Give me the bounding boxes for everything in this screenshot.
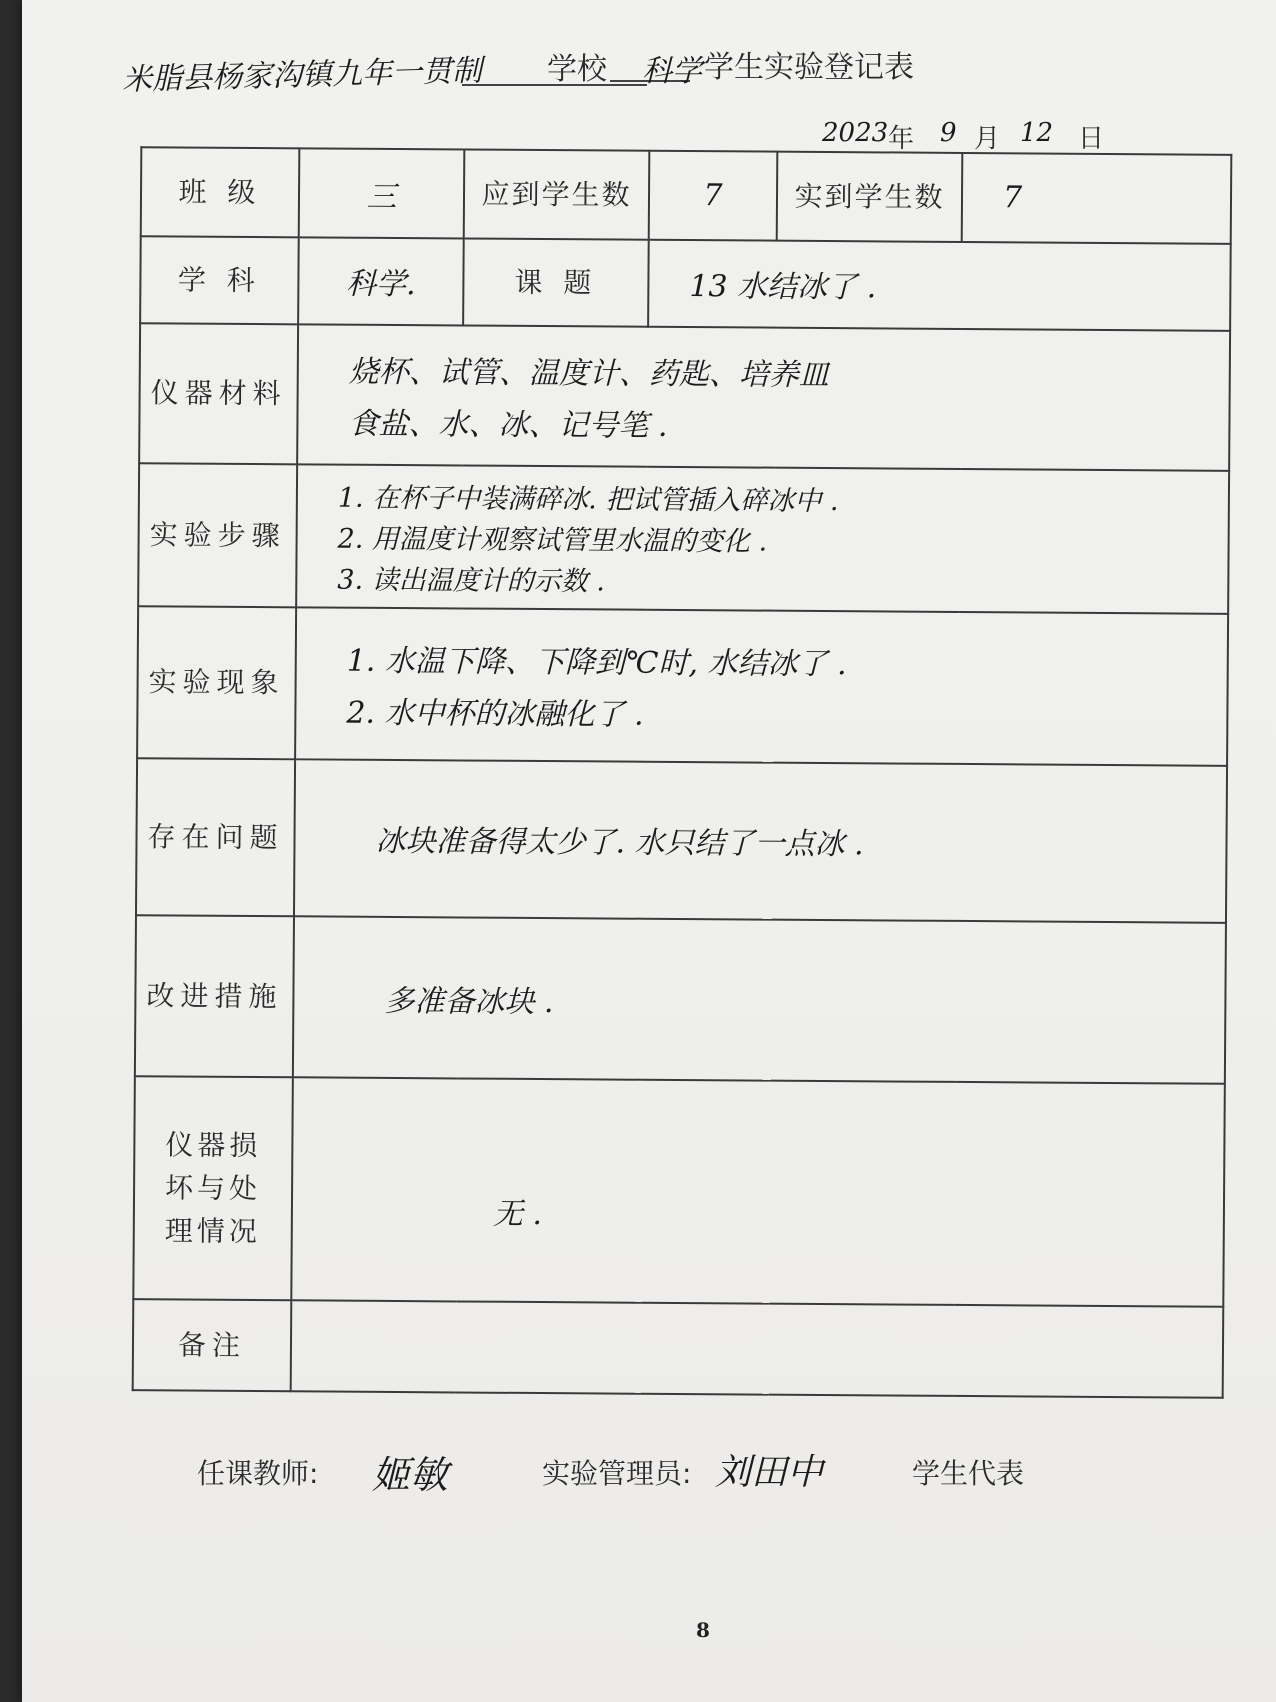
materials-value [297,324,1230,470]
signature-row [197,1440,1097,1520]
row-steps [138,463,1229,614]
actual-students-value: 7 [962,153,1232,244]
form-header [122,42,1022,102]
step-line: 2. 用温度计观察试管里水温的变化 . [337,523,768,558]
phenomena-line: 1. 水温下降、下降到℃时, 水结冰了 . [346,643,847,683]
lab-admin-signature: 刘田中 [715,1452,824,1493]
subject-handwritten: 科学 [642,54,702,89]
document-page [22,0,1276,1702]
topic-label: 课 题 [463,238,649,326]
phenomena-label: 实验现象 [137,606,296,759]
row-phenomena [137,606,1228,765]
page-number: 8 [696,1618,710,1642]
row-damage [133,1077,1225,1307]
row-problems [136,758,1227,922]
damage-label: 仪器损坏与处理情况 [133,1077,293,1301]
date-year: 2023 [822,118,889,148]
subject-value: 科学. [298,237,464,325]
materials-label: 仪器材料 [139,323,298,464]
remarks-label: 备注 [133,1299,292,1391]
problems-value: 冰块准备得太少了. 水只结了一点冰 . [294,759,1227,922]
step-line: 1. 在杯子中装满碎冰. 把试管插入碎冰中 . [337,482,839,517]
row-class [141,147,1232,244]
problems-label: 存在问题 [136,758,295,916]
expected-students-label: 应到学生数 [464,149,650,239]
damage-value: 无 . [291,1078,1225,1307]
registration-form [132,146,1231,1399]
actual-students-label: 实到学生数 [777,152,963,242]
topic-value: 13 水结冰了 . [648,240,1231,331]
row-materials [139,323,1230,470]
class-value: 三 [299,148,465,238]
form-title: 学生实验登记表 [704,50,914,85]
row-subject [140,236,1231,331]
row-remarks [133,1299,1224,1398]
date-day-label: 日 [1078,124,1105,154]
steps-value [296,464,1229,614]
form-table [132,146,1233,1399]
class-label: 班 级 [141,147,300,237]
subject-label: 学 科 [140,236,299,324]
date-year-label: 年 [888,124,915,154]
date-day: 12 [1020,118,1054,148]
phenomena-value [295,607,1228,765]
date-month: 9 [940,118,957,148]
improvements-value: 多准备冰块 . [293,916,1226,1084]
step-line: 3. 读出温度计的示数 . [337,564,605,598]
date-month-label: 月 [974,124,1001,154]
student-rep-label: 学生代表 [912,1457,1025,1490]
teacher-label: 任课教师: [197,1457,319,1490]
row-improvements [135,915,1226,1084]
steps-label: 实验步骤 [138,463,297,608]
materials-line: 食盐、水、冰、记号笔 . [348,406,668,444]
school-name-handwritten: 米脂县杨家沟镇九年一贯制 [121,53,483,98]
remarks-value [291,1300,1224,1398]
materials-line: 烧杯、试管、温度计、药匙、培养皿 [348,354,829,393]
expected-students-value: 7 [649,151,778,241]
lab-admin-label: 实验管理员: [542,1457,692,1490]
school-label: 学校 [547,52,607,87]
teacher-signature: 姬敏 [372,1453,449,1497]
improvements-label: 改进措施 [135,915,294,1078]
phenomena-line: 2. 水中杯的冰融化了 . [346,695,644,733]
